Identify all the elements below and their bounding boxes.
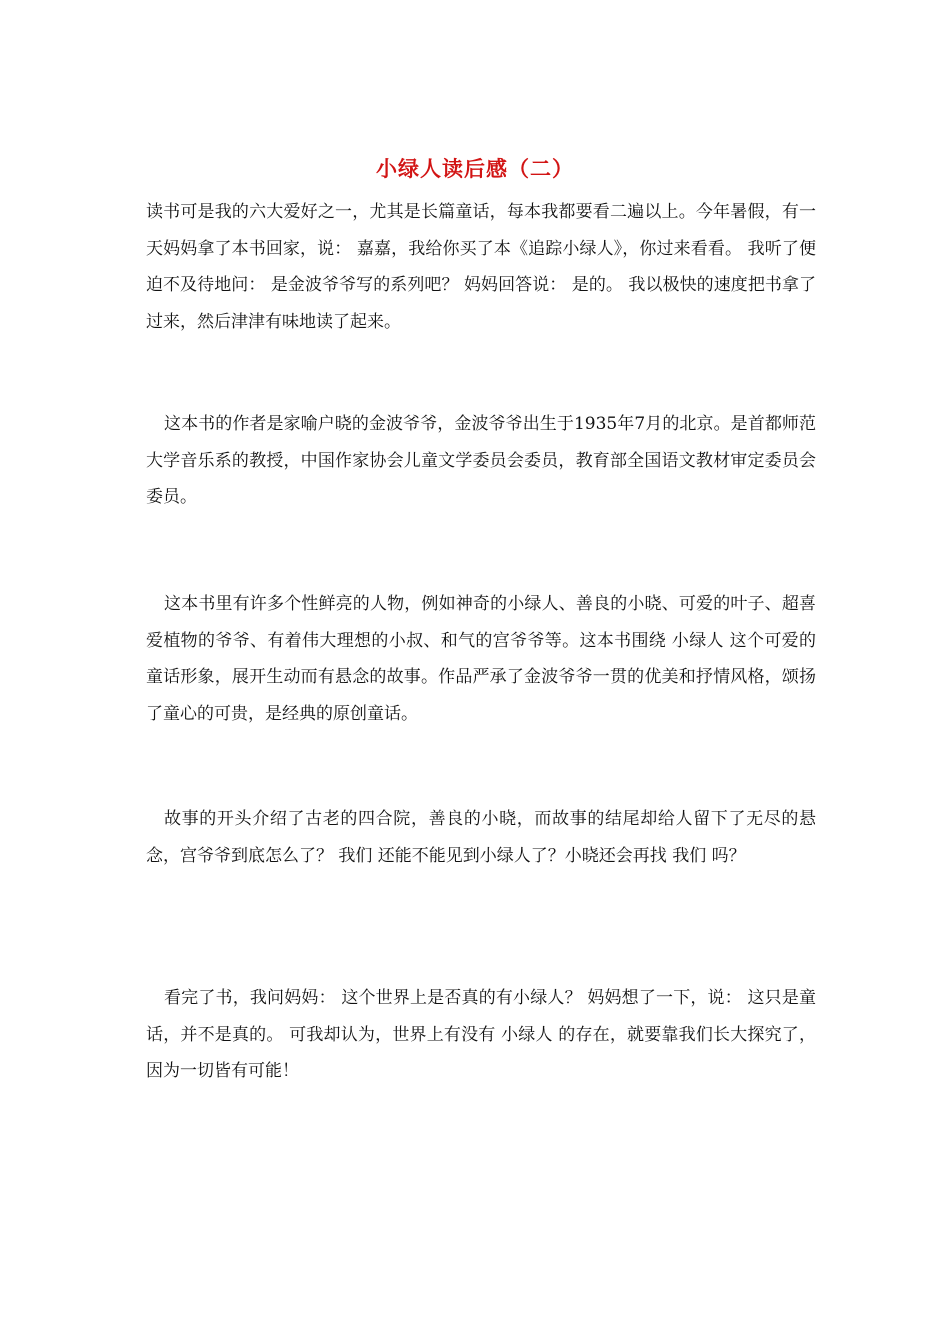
paragraph-1: 读书可是我的六大爱好之一，尤其是长篇童话，每本我都要看二遍以上。今年暑假，有一天妈妈拿了本书回家，说： 嘉嘉，我给你买了本《追踪小绿人》，你过来看看。 我听了便迫不及待地问： 是金波爷爷写的系列吧？ 妈妈回答说： 是的。 我以极快的速度把书拿了过来，然后津津有味地读了起来。 — [146, 202, 816, 332]
paragraph-5: 看完了书，我问妈妈： 这个世界上是否真的有小绿人？ 妈妈想了一下，说： 这只是童话，并不是真的。 可我却认为，世界上有没有 小绿人 的存在，就要靠我们长大探究了，因为一切皆有可能！ — [146, 988, 816, 1081]
document-title: 小绿人读后感（二） — [376, 156, 574, 181]
paragraph-4: 故事的开头介绍了古老的四合院，善良的小晓，而故事的结尾却给人留下了无尽的悬念，宫爷爷到底怎么了？ 我们 还能不能见到小绿人了？小晓还会再找 我们 吗？ — [146, 809, 816, 866]
paragraph-2: 这本书的作者是家喻户晓的金波爷爷，金波爷爷出生于1935年7月的北京。是首都师范大学音乐系的教授，中国作家协会儿童文学委员会委员，教育部全国语文教材审定委员会委员。 — [146, 414, 816, 507]
paragraph-3: 这本书里有许多个性鲜亮的人物，例如神奇的小绿人、善良的小晓、可爱的叶子、超喜爱植物的爷爷、有着伟大理想的小叔、和气的宫爷爷等。这本书围绕 小绿人 这个可爱的童话形象，展开生动而有悬念的故事。作品严承了金波爷爷一贯的优美和抒情风格，颂扬了童心的可贵，是经典的原创童话。 — [146, 594, 816, 724]
